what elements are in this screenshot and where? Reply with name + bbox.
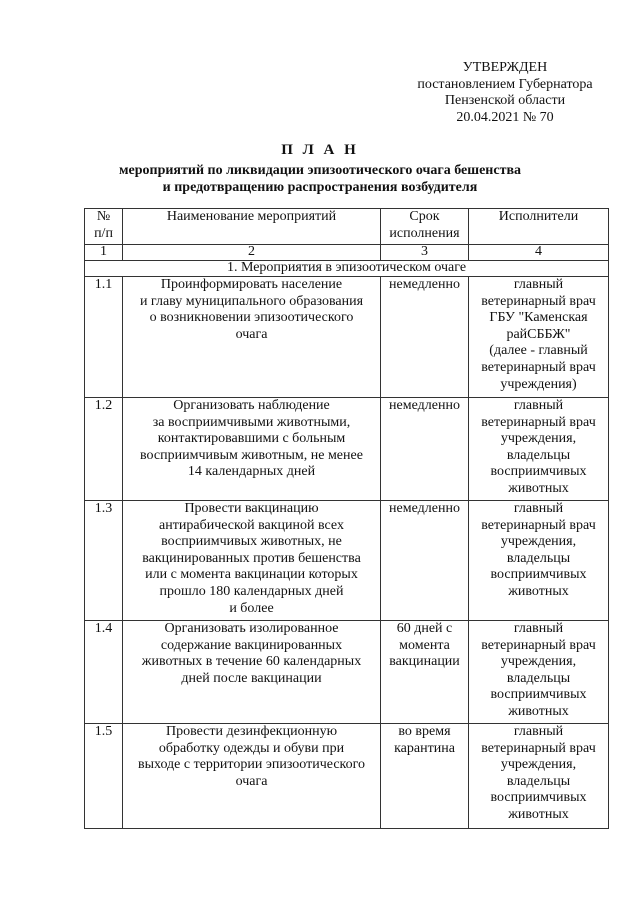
measure-executors: главный ветеринарный врач учреждения, владельцы восприимчивых животных	[469, 724, 609, 829]
measure-term: немедленно	[381, 501, 469, 621]
plan-subtitle-line-2: и предотвращению распространения возбудителя	[162, 180, 478, 195]
table-row	[85, 724, 609, 829]
table-row	[85, 398, 609, 501]
approval-line-2: постановлением Губернатора	[417, 76, 593, 92]
measure-name: Организовать наблюдение за восприимчивыми животными, контактировавшими с больным восприимчивым животным, не менее 14 календарных дней	[123, 398, 381, 501]
measure-executors: главный ветеринарный врач ГБУ "Каменская райСББЖ" (далее - главный ветеринарный врач учреждения)	[469, 277, 609, 398]
header-name: Наименование мероприятий	[123, 209, 381, 245]
measures-table	[84, 208, 609, 829]
row-number: 1.4	[85, 621, 123, 724]
measure-executors: главный ветеринарный врач учреждения, владельцы восприимчивых животных	[469, 501, 609, 621]
approval-line-3: Пензенской области	[444, 93, 566, 108]
approval-line-1: УТВЕРЖДЕН	[462, 60, 548, 75]
approval-line-4: 20.04.2021 № 70	[456, 109, 554, 125]
measure-term: во время карантина	[381, 724, 469, 829]
measure-executors: главный ветеринарный врач учреждения, владельцы восприимчивых животных	[469, 398, 609, 501]
row-number: 1.2	[85, 398, 123, 501]
measure-term: 60 дней с момента вакцинации	[381, 621, 469, 724]
measure-name: Провести дезинфекционную обработку одежды и обуви при выходе с территории эпизоотического очага	[123, 724, 381, 829]
measure-name: Проинформировать население и главу муниципального образования о возникновении эпизоотического очага	[123, 277, 381, 398]
column-number: 4	[469, 245, 609, 261]
measure-term: немедленно	[381, 398, 469, 501]
measure-executors: главный ветеринарный врач учреждения, владельцы восприимчивых животных	[469, 621, 609, 724]
row-number: 1.3	[85, 501, 123, 621]
approval-stamp	[402, 60, 608, 126]
row-number: 1.1	[85, 277, 123, 398]
measure-term: немедленно	[381, 277, 469, 398]
plan-title: П Л А Н	[281, 142, 359, 158]
measure-name: Организовать изолированное содержание вакцинированных животных в течение 60 календарных дней после вакцинации	[123, 621, 381, 724]
table-row	[85, 621, 609, 724]
column-number: 1	[85, 245, 123, 261]
table-header-row	[85, 209, 609, 245]
measure-name: Провести вакцинацию антирабической вакциной всех восприимчивых животных, не вакцинированных против бешенства или с момента вакцинации которых прошло 180 календарных дней и более	[123, 501, 381, 621]
header-term: Срок исполнения	[381, 209, 469, 245]
header-number: № п/п	[85, 209, 123, 245]
column-number-row	[85, 245, 609, 261]
row-number: 1.5	[85, 724, 123, 829]
header-executors: Исполнители	[469, 209, 609, 245]
section-title: 1. Мероприятия в эпизоотическом очаге	[85, 261, 609, 277]
plan-subtitle	[0, 162, 640, 196]
column-number: 2	[123, 245, 381, 261]
plan-subtitle-line-1: мероприятий по ликвидации эпизоотического очага бешенства	[118, 163, 522, 178]
table-row	[85, 501, 609, 621]
section-row	[85, 261, 609, 277]
column-number: 3	[381, 245, 469, 261]
table-row	[85, 277, 609, 398]
